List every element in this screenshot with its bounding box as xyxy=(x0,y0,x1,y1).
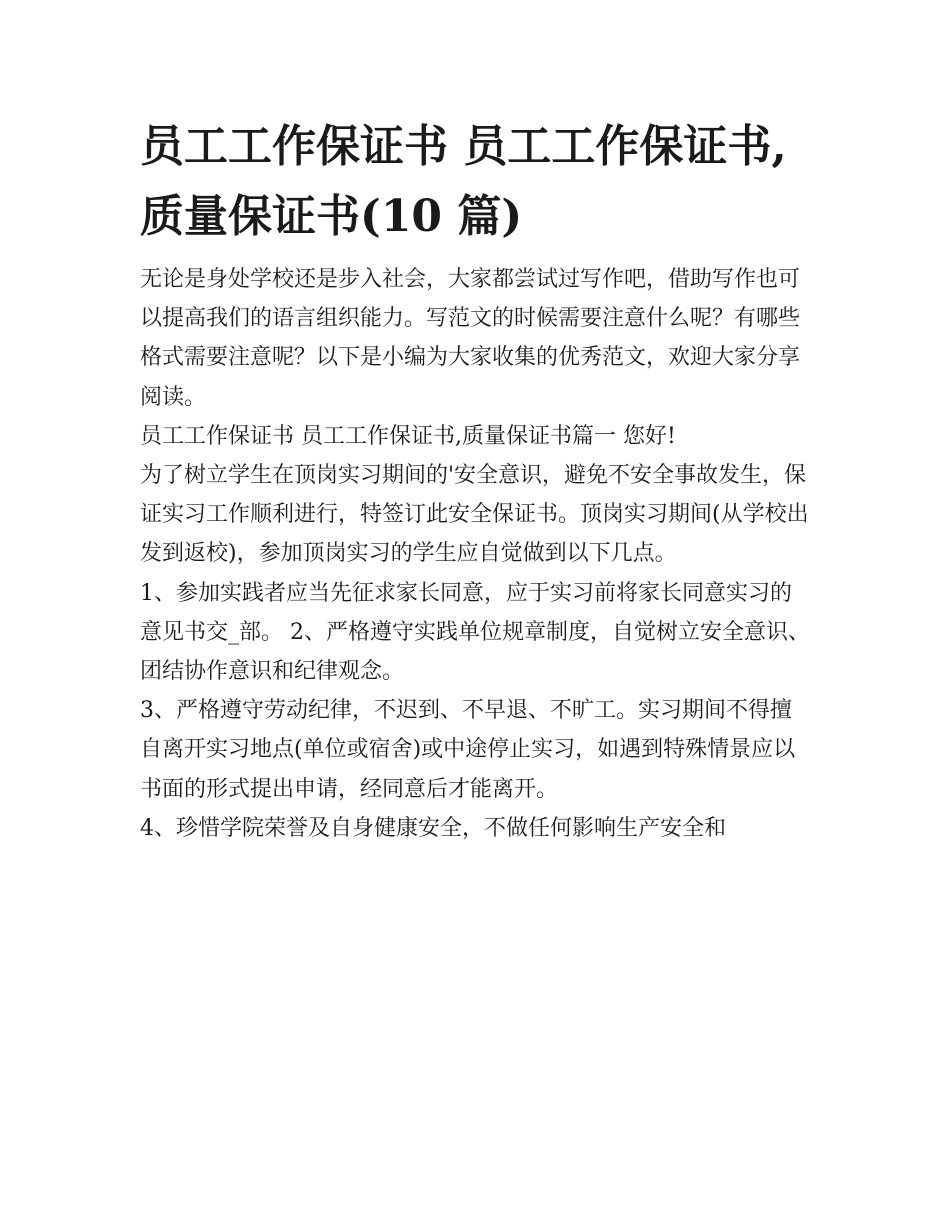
section-heading-paragraph: 员工工作保证书 员工工作保证书,质量保证书篇一 您好! xyxy=(140,423,676,449)
document-title: 员工工作保证书 员工工作保证书,质量保证书(10 篇) xyxy=(140,121,787,242)
rule-1-2-paragraph: 1、参加实践者应当先征求家长同意，应于实习前将家长同意实习的意见书交_部。 2、严格遵守实践单位规章制度，自觉树立安全意识、团结协作意识和纪律观念。 xyxy=(140,580,810,685)
rule-3-paragraph: 3、严格遵守劳动纪律，不迟到、不早退、不旷工。实习期间不得擅自离开实习地点(单位或宿舍)或中途停止实习，如遇到特殊情景应以书面的形式提出申请，经同意后才能离开。 xyxy=(140,698,796,802)
purpose-paragraph: 为了树立学生在顶岗实习期间的'安全意识，避免不安全事故发生，保证实习工作顺利进行，特签订此安全保证书。顶岗实习期间(从学校出发到返校)，参加顶岗实习的学生应自觉做到以下几点。 xyxy=(140,463,809,567)
document-body xyxy=(140,112,812,848)
intro-paragraph: 无论是身处学校还是步入社会，大家都尝试过写作吧，借助写作也可以提高我们的语言组织能力。写范文的时候需要注意什么呢？有哪些格式需要注意呢？以下是小编为大家收集的优秀范文，欢迎大家分享阅读。 xyxy=(140,267,801,410)
rule-4-paragraph: 4、珍惜学院荣誉及自身健康安全，不做任何影响生产安全和 xyxy=(140,815,726,841)
